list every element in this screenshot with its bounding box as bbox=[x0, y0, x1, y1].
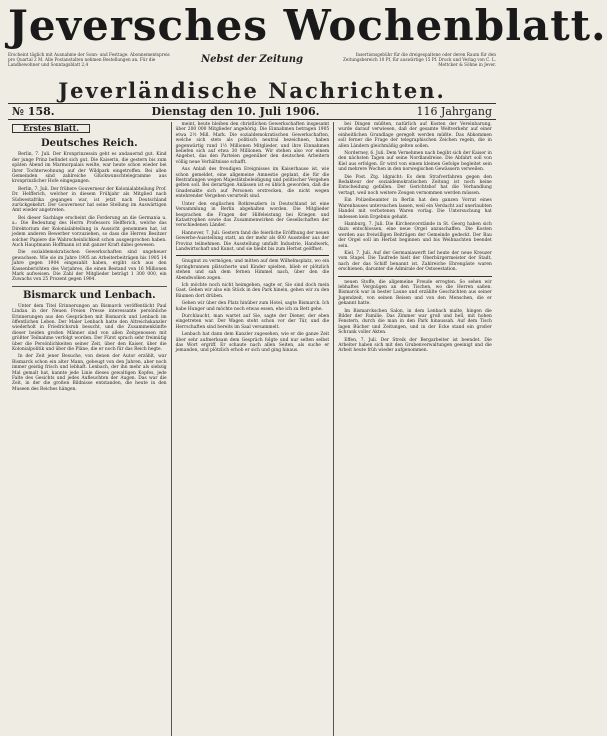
article-paragraph: Im Bismarckschen Salon, in dem Lenbach malte, hingen die Bilder der Familie. Das Zimmer war groß und hell, mit hohen Fenstern, durch die man in den Park hinaussah. Auf dem Tisch lagen Bücher und Zeitungen, und in der Ecke stand ein großer Schrank voller Akten. bbox=[338, 308, 492, 336]
column-3 bbox=[333, 122, 496, 736]
secondary-title: Jeverländische Nachrichten. bbox=[8, 78, 496, 104]
article-paragraph: Durchlaucht, man wartet auf Sie, sagte der Diener, der eben eingetreten war. Der Wagen steht schon vor der Tür, und die Herrschaften sind bereits im Saal versammelt. bbox=[175, 314, 330, 330]
article-paragraph: Unter den englischen Rotkreuzlern in Deutschland ist eine Versammlung in Berlin abgehalten worden. Die Mitglieder besprachen die Fragen der Hilfeleistung bei Kriegen und Katastrophen sowie das Zusammenwirken der Gesellschaften der verschiedenen Länder. bbox=[175, 201, 330, 229]
article-paragraph: Effen, 7. Juli. Der Streik der Bergarbeiter ist beendet. Die Arbeiter haben sich mit den Grubenverwaltungen geeinigt und die Arbeit heute früh wieder aufgenommen. bbox=[338, 337, 492, 354]
volume-number: 116 Jahrgang bbox=[416, 105, 492, 118]
article-paragraph: Hamburg, 7. Juli. Die Kirchenvorstände in St. Georg haben sich dazu entschlossen, eine neue Orgel anzuschaffen. Die Kosten werden aus freiwilligen Beiträgen der Gemeinde gedeckt. Der Bau der Orgel soll im Herbst beginnen und bis Weihnachten beendet sein. bbox=[338, 221, 492, 249]
article-paragraph: Die sozialdemokratischen Gewerkschaften sind ungeheuer gewachsen. Wie sie im Jahre 1905 an Arbeiterbeiträgen bis 1905 14 Jahre gegen 1904 eingezahlt haben, ergibt sich aus den Kassenberichten des Vorjahres, die einen Bestand von 16 Millionen Mark aufweisen. Die Zahl der Mitglieder beträgt 1 300 000, ein Zuwachs von 25 Prozent gegen 1904. bbox=[12, 250, 167, 283]
subhead-row bbox=[8, 52, 496, 78]
article-paragraph: meint, heute bleiben den christlichen Gewerkschaften insgesamt über 200 000 Mitglieder angehörig. Die Einnahmen betragen 1905 etwa 2½ Mill. Mark. Die sozialdemokratischen Gewerkschaften, welche sich stets als politisch neutral bezeichnen, haben gegenwärtig rund 1½ Millionen Mitglieder, und ihre Einnahmen beliefen sich auf etwa 30 Millionen. Wir stehen also vor einem Angebot, das den Parteien gegenüber den deutschen Arbeitern völlig neue Verhältnisse schafft. bbox=[175, 122, 330, 165]
column-2 bbox=[171, 122, 334, 736]
article-paragraph: Berlin, 7. Juli. Der frühere Gouverneur der Kolonialabteilung Prof. Dr. Helfferich, welcher in diesem Frühjahr als Mitglied nach Südwestafrika gegangen war, ist jetzt nach Deutschland zurückgekehrt. Der Gouverneur hat seine Stellung im Auswärtigen Amt wieder angetreten. bbox=[12, 186, 167, 214]
article-paragraph: Gnugnut zu vermögen; und mitten auf dem Wilhelmsplatz, wo ein Springbrunnen plätscherte und Kinder spielten, blieb er plötzlich stehen und sah dem fernen Himmel nach, über den die Abendwolken zogen. bbox=[175, 259, 330, 281]
column-1 bbox=[8, 122, 171, 736]
section-heading: Bismarck und Lenbach. bbox=[22, 289, 156, 301]
issue-info-bar bbox=[8, 104, 496, 120]
subhead-center: Nebst der Zeitung bbox=[201, 54, 303, 65]
article-paragraph: Ein Polizeibeamter in Berlin hat den ganzen Vorrat eines Warenhauses untersuchen lassen, weil ein Verdacht auf unerlaubten Handel mit verbotenen Waren vorlag. Die Untersuchung hat indessen kein Ergebnis gehabt. bbox=[338, 198, 492, 220]
newspaper-page bbox=[8, 1, 607, 720]
article-paragraph: In der Zeit jener Besuche, von denen der Autor erzählt, war Bismarck schon ein alter Mann, gebeugt von den Jahren, aber noch immer geistig frisch und lebhaft. Lenbach, der ihn mehr als siebzig Mal gemalt hat, kannte jede Linie dieses gewaltigen Kopfes, jede Falte des Gesichts und jedes Aufleuchten der Augen. Das war die Zeit, in der die großen Bildnisse entstanden, die heute in den Museen des Reiches hängen. bbox=[12, 354, 167, 392]
column-rule bbox=[176, 255, 330, 256]
article-paragraph: Bei dieser Sachlage erscheint die Forderung an die Germania u. a.: Die Bedeutung des Herrn Professors Helfferich, welche das Direktorium der Kolonialabteilung in Aussicht genommen hat, ist jedem anderen Bewerber vorzuziehen, so dass die Herren Besitzer solcher Papiere die Wahrscheinlichkeit schon ausgesprochen haben. Auch Hauptmann Hoffmann ist mit ganzer Kraft dabei gewesen. bbox=[12, 215, 167, 248]
article-paragraph: Unter dem Titel Erinnerungen an Bismarck veröffentlicht Paul Lindau in der Neuen Freien Presse interessante persönliche Erinnerungen aus den Gesprächen mit Bismarck und Lenbach im öffentlichen Leben. Der Maler Lenbach hatte den Altreichskanzler wiederholt in Friedrichsruh besucht, und die Zusammenkünfte dieser beiden großen Männer sind von allen Zeitgenossen mit größter Teilnahme verfolgt worden. Der Fürst sprach sehr freimütig über die Persönlichkeiten seiner Zeit, über den Kaiser, über die Kolonialpolitik und über die Pläne, die er noch für das Reich hegte. bbox=[12, 303, 167, 352]
columns bbox=[8, 122, 496, 736]
insertion-info: Insertionsgebühr für die dreigespaltene oder deren Raum für den Zeitungsbereich 10 Pf, für auswärtige 15 Pf. Druck und Verlag von C. L. Mettcker & Söhne in Jever. bbox=[343, 52, 496, 67]
section-heading: Deutsches Reich. bbox=[40, 138, 138, 150]
article-paragraph: Die Post. Ztg. ldgnicht: Es dem Strafverfahren gegen den Redakteur der sozialdemokratischen Zeitung ist noch keine Entscheidung gefallen. Der Gerichtshof hat die Verhandlung vertagt, weil noch weitere Zeugen vernommen werden müssen. bbox=[338, 174, 492, 196]
column-rule bbox=[12, 286, 167, 287]
article-paragraph: Kiel, 7. Juli. Auf der Germaniawerft lief heute der neue Kreuzer vom Stapel. Die Taufrede hielt der Oberbürgermeister der Stadt, nach der das Schiff benannt ist. Zahlreiche Ehrengäste waren erschienen, darunter die Admirale der Ostseestation. bbox=[338, 250, 492, 273]
issue-date: Dienstag den 10. Juli 1906. bbox=[151, 105, 320, 118]
subscription-info: Erscheint täglich mit Ausnahme der Sonn- und Festtage. Abonnementspreis pro Quartal 2 M. Alle Postanstalten nehmen Bestellungen an. Für die Landbewohner und Sonntagsblatt 2,4 bbox=[8, 52, 170, 67]
article-paragraph: Ich möchte noch nicht heimgehen, sagte er, Sie sind doch mein Gast. Gehen wir also ein Stück in den Park hinein, gehen wir zu den Bäumen dort drüben. bbox=[175, 282, 330, 299]
article-paragraph: bei Dingen müßten, natürlich auf Kosten der Vereinbarung, wurde darauf verwiesen, daß der gesamte Weltverkehr auf einer einheitlichen Grundlage geregelt werden müßte. Das Abkommen soll ferner die Frage der telegraphischen Zeichen regeln, die in allen Ländern gleichmäßig gelten sollen. bbox=[338, 122, 492, 149]
column-rule bbox=[338, 276, 492, 277]
masthead: Jeversches Wochenblatt. bbox=[8, 1, 607, 50]
issue-number: № 158. bbox=[12, 105, 55, 118]
article-paragraph: Norderney, 6. Juli. Dem Vernehmen nach begibt sich der Kaiser in den nächsten Tagen auf seine Nordlandreise. Die Abfahrt soll von Kiel aus erfolgen. Er wird von einem kleinen Gefolge begleitet sein und mehrere Wochen in den norwegischen Gewässern verweilen. bbox=[338, 151, 492, 173]
article-paragraph: Hannover, 7. Juli. Gestern fand die feierliche Eröffnung der neuen Gewerbe-Ausstellung statt, an der mehr als 600 Aussteller aus der Provinz teilnehmen. Die Ausstellung umfaßt Industrie, Handwerk, Landwirtschaft und Kunst, und sie bleibt bis zum Herbst geöffnet. bbox=[175, 230, 330, 252]
article-paragraph: Lenbach hat dann dem Kanzler zugesehen, wie er die ganze Zeit über sehr aufmerksam dem Gespräch folgte und nur selten selbst das Wort ergriff. Er schaute nach allen Seiten, als suche er jemanden, und plötzlich erhob er sich und ging hinaus. bbox=[175, 332, 330, 354]
article-paragraph: Berlin, 7. Juli. Der Kronprinzessin geht es andauernd gut. Kind der junge Prinz befindet sich gut. Die Kaiserin, die gestern bis zum späten Abend im Marmorpalais weilte, war heute schon wieder bei ihrer Tochterwohnung auf der Wildpark eingetroffen. Bei allen Gemeinden sind zahlreiche Glückwunschtelegramme aus kronprinzlicher Hofe eingegangen. bbox=[12, 152, 167, 185]
article-paragraph: Gehen wir über den Platz hinüber zum Hotel, sagte Bismarck. Ich habe Hunger und möchte noch etwas essen, ehe ich zu Bett gehe. bbox=[175, 301, 330, 312]
article-paragraph: Aus Anlaß des freudigen Ereignisses im Kaiserhause ist, wie schon gemeldet, eine allgemeine Amnestie geplant, die für die Bestrafungen wegen Majestätsbeleidigung und politischer Vergehen gelten soll. Bei derartigen Anlässen ist es üblich geworden, daß die Gnadenakte sich auf Personen erstrecken, die nicht wegen entehrender Vergehen verurteilt sind. bbox=[175, 167, 330, 200]
article-paragraph: neuen Stoffe, die allgemeine Freude erregten. So sehen wir lebhaftes Vergnügen an den Tischen, wo die Herren saßen. Bismarck war in bester Laune und erzählte Geschichten aus seiner Jugendzeit, von seinen Reisen und von den Menschen, die er gekannt hatte. bbox=[338, 279, 492, 307]
section-badge: Erstes Blatt. bbox=[12, 124, 90, 133]
